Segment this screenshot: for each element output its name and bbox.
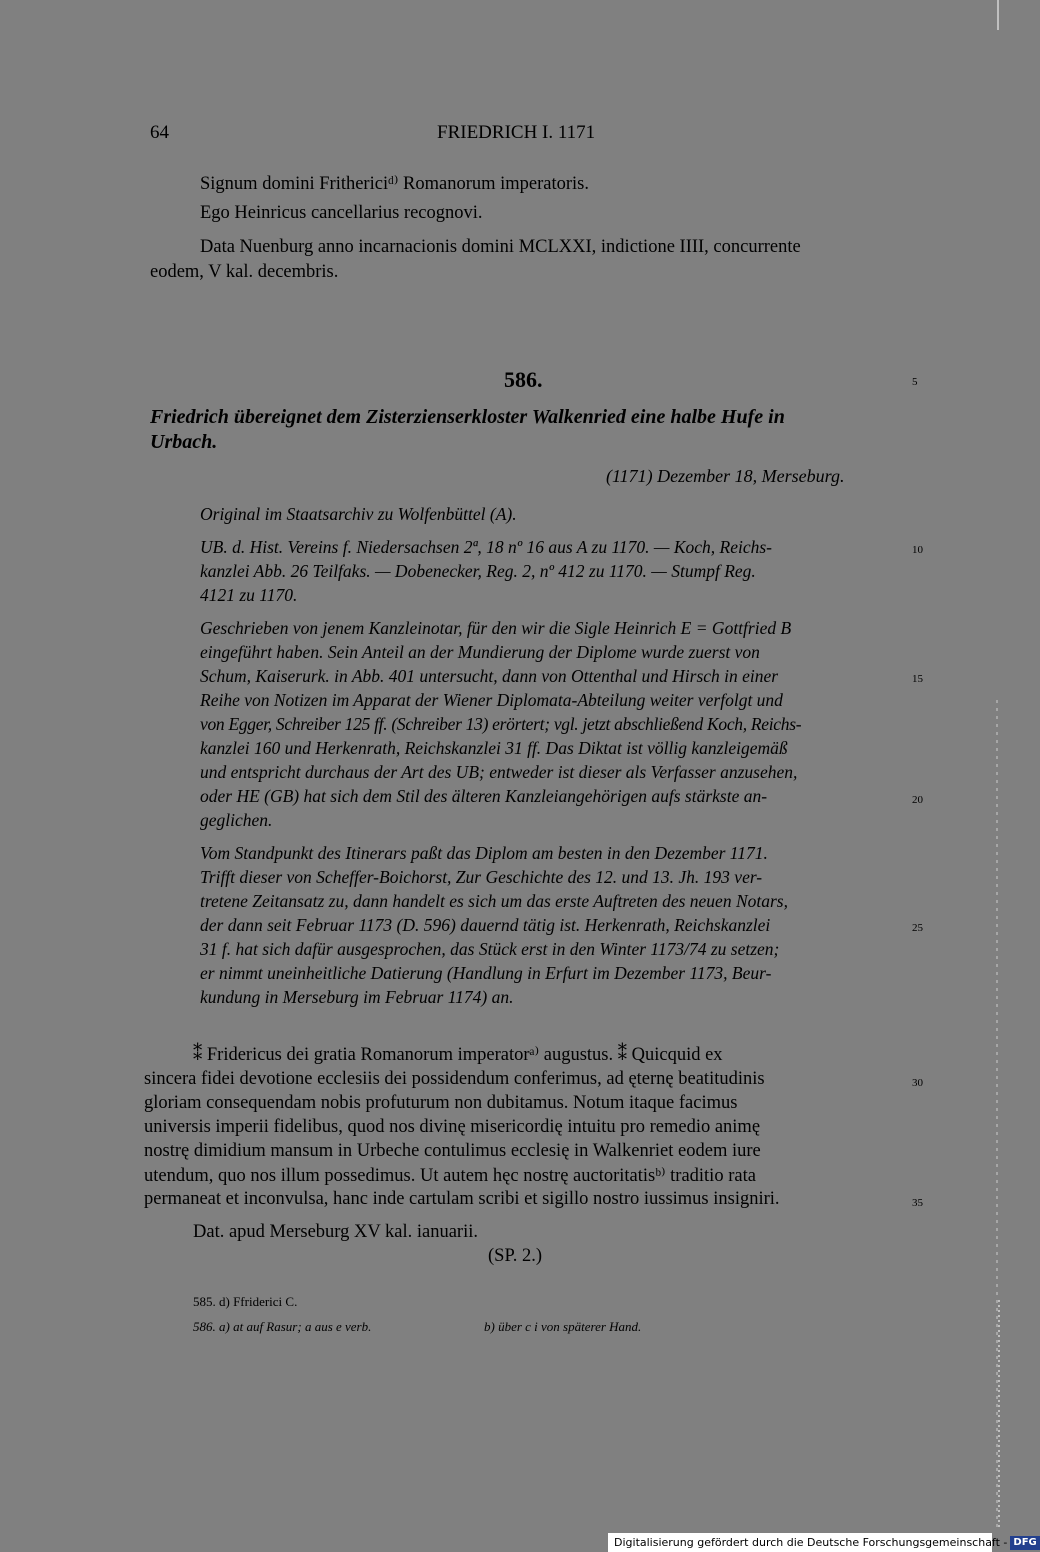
line-number: 35 — [912, 1197, 923, 1209]
charter-text-line: sincera fidei devotione ecclesiis dei possidendum conferimus, ad ęternę beatitudinis — [144, 1069, 765, 1089]
dat-line: Dat. apud Merseburg XV kal. ianuarii. — [193, 1222, 478, 1242]
date-place: (1171) Dezember 18, Merseburg. — [606, 466, 845, 486]
literature-line: kanzlei Abb. 26 Teilfaks. — Dobenecker, Reg. 2, nº 412 zu 1170. — Stumpf Reg. — [200, 561, 756, 581]
recognition-line: Ego Heinricus cancellarius recognovi. — [200, 203, 483, 223]
footnote-586a: 586. a) at auf Rasur; a aus e verb. — [193, 1319, 372, 1334]
scan-edge-artifact — [990, 0, 1000, 1552]
charter-text-line: utendum, quo nos illum possedimus. Ut autem hęc nostrę auctoritatisᵇ⁾ traditio rata — [144, 1166, 756, 1186]
commentary-line: Geschrieben von jenem Kanzleinotar, für den wir die Sigle Heinrich E = Gottfried B — [200, 618, 792, 638]
sp-line: (SP. 2.) — [488, 1246, 542, 1266]
dfg-logo: DFG — [1010, 1536, 1039, 1550]
original-note: Original im Staatsarchiv zu Wolfenbüttel (A). — [200, 504, 517, 524]
commentary-line: der dann seit Februar 1173 (D. 596) dauernd tätig ist. Herkenrath, Reichskanzlei — [200, 915, 771, 935]
line-number: 15 — [912, 673, 923, 685]
line-number: 25 — [912, 922, 923, 934]
charter-text-line: ⁑ Fridericus dei gratia Romanorum imperatorᵃ⁾ augustus. ⁑ Quicquid ex — [193, 1045, 723, 1065]
line-number: 30 — [912, 1077, 923, 1089]
charter-text-line: nostrę dimidium mansum in Urbeche contulimus ecclesię in Walkenriet eodem iure — [144, 1141, 761, 1161]
line-number: 20 — [912, 794, 923, 806]
literature-line: UB. d. Hist. Vereins f. Niedersachsen 2ª, 18 nº 16 aus A zu 1170. — Koch, Reichs- — [200, 537, 772, 557]
charter-text-line: gloriam consequendam nobis profuturum non dubitamus. Notum itaque facimus — [144, 1093, 738, 1113]
commentary-line: Trifft dieser von Scheffer-Boichorst, Zur Geschichte des 12. und 13. Jh. 193 ver- — [200, 867, 763, 887]
commentary-line: geglichen. — [200, 810, 273, 830]
footnote-585: 585. d) Ffriderici C. — [193, 1294, 298, 1309]
commentary-line: kanzlei 160 und Herkenrath, Reichskanzlei 31 ff. Das Diktat ist völlig kanzleigemäß — [200, 738, 788, 758]
commentary-line: eingeführt haben. Sein Anteil an der Mundierung der Diplome wurde zuerst von — [200, 642, 760, 662]
charter-text-line: permaneat et inconvulsa, hanc inde cartulam scribi et sigillo nostro iussimus insigniri. — [144, 1189, 780, 1209]
commentary-line: und entspricht durchaus der Art des UB; entweder ist dieser als Verfasser anzusehen, — [200, 762, 798, 782]
commentary-line: von Egger, Schreiber 125 ff. (Schreiber 13) erörtert; vgl. jetzt abschließend Koch, Reichs- — [200, 714, 802, 734]
line-number: 5 — [912, 376, 918, 388]
commentary-line: Vom Standpunkt des Itinerars paßt das Diplom am besten in den Dezember 1171. — [200, 843, 768, 863]
signum-line: Signum domini Frithericiᵈ⁾ Romanorum imperatoris. — [200, 174, 589, 194]
document-title-line-2: Urbach. — [150, 431, 218, 453]
digitization-footer — [608, 1533, 1037, 1552]
commentary-line: er nimmt uneinheitliche Datierung (Handlung in Erfurt im Dezember 1173, Beur- — [200, 963, 772, 983]
data-line-1: Data Nuenburg anno incarnacionis domini MCLXXI, indictione IIII, concurrente — [200, 237, 801, 257]
commentary-line: 31 f. hat sich dafür ausgesprochen, das Stück erst in den Winter 1173/74 zu setzen; — [200, 939, 780, 959]
literature-line: 4121 zu 1170. — [200, 585, 298, 605]
commentary-line: Reihe von Notizen im Apparat der Wiener Diplomata-Abteilung weiter verfolgt und — [200, 690, 783, 710]
running-title: FRIEDRICH I. 1171 — [437, 122, 596, 143]
commentary-line: Schum, Kaiserurk. in Abb. 401 untersucht, dann von Ottenthal und Hirsch in einer — [200, 666, 779, 686]
document-title-line-1: Friedrich übereignet dem Zisterzienserkloster Walkenried eine halbe Hufe in — [150, 406, 785, 428]
footer-text: Digitalisierung gefördert durch die Deutsche Forschungsgemeinschaft - — [614, 1536, 1008, 1549]
footnote-586b: b) über c i von späterer Hand. — [484, 1319, 642, 1334]
commentary-line: oder HE (GB) hat sich dem Stil des älteren Kanzleiangehörigen aufs stärkste an- — [200, 786, 768, 806]
commentary-line: kundung in Merseburg im Februar 1174) an. — [200, 987, 514, 1007]
document-number: 586. — [504, 367, 543, 392]
data-line-2: eodem, V kal. decembris. — [150, 262, 339, 282]
line-number: 10 — [912, 544, 923, 556]
charter-text-line: universis imperii fidelibus, quod nos divinę misericordię intuitu pro remedio animę — [144, 1117, 761, 1137]
page-number: 64 — [150, 122, 169, 143]
commentary-line: tretene Zeitansatz zu, dann handelt es sich um das erste Auftreten des neuen Notars, — [200, 891, 788, 911]
